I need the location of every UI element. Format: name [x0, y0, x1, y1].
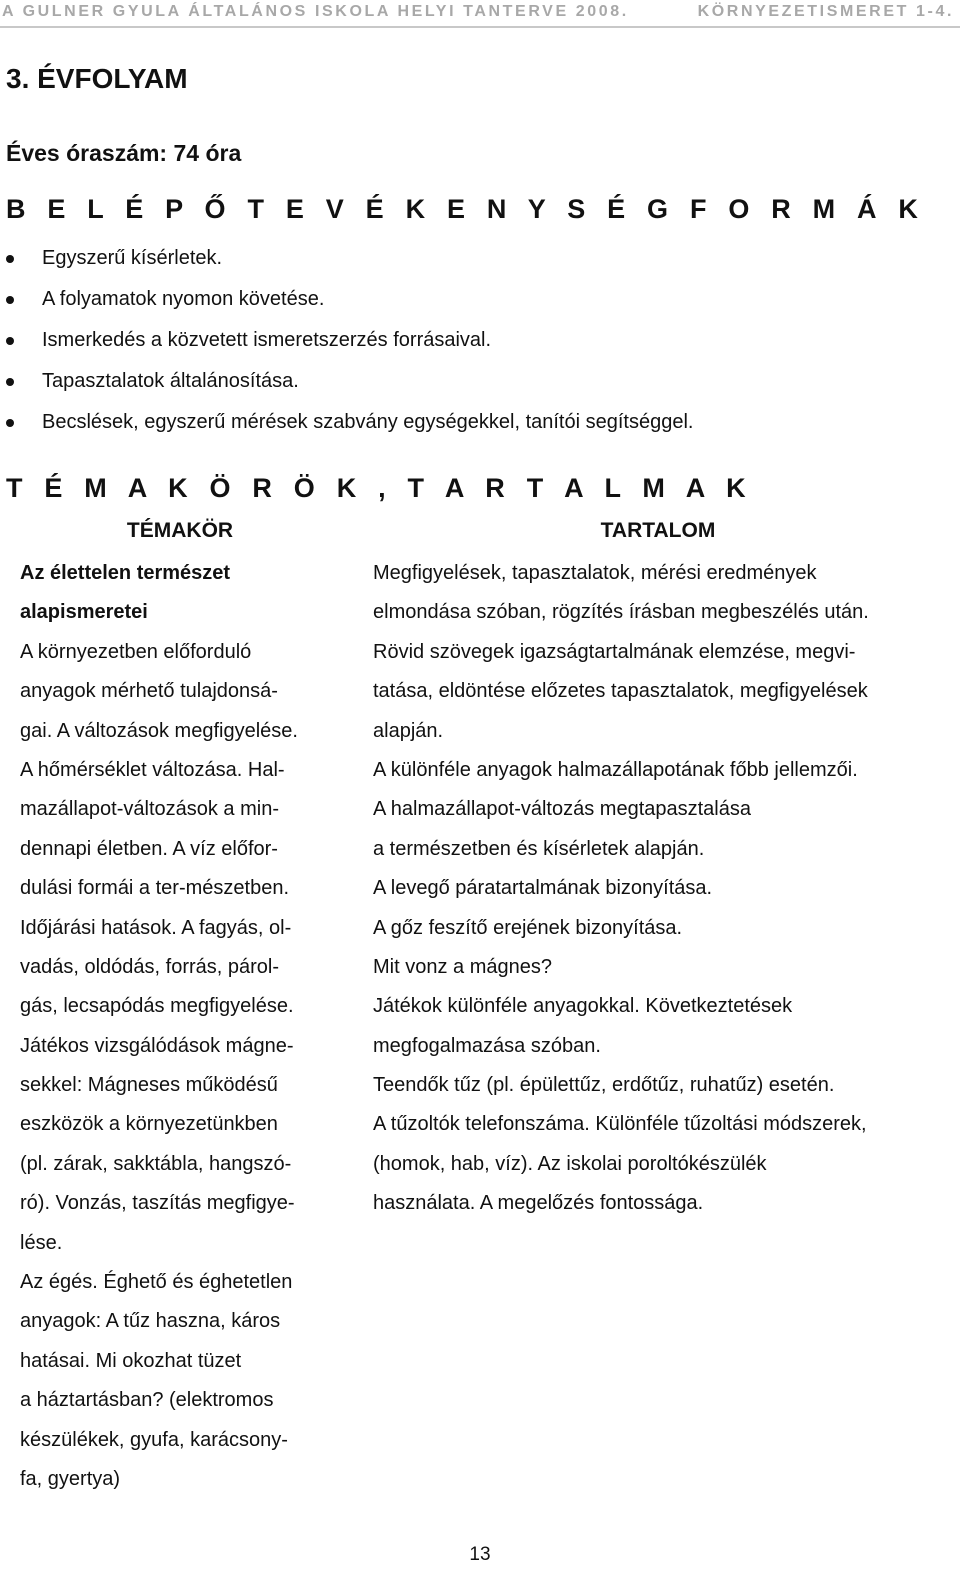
topic-line: hatásai. Mi okozhat tüzet: [20, 1349, 242, 1372]
topic-line: alapismeretei: [20, 601, 148, 624]
entry-activities-heading: B E L É P Ő T E V É K E N Y S É G F O R M Á K: [6, 194, 926, 224]
bullet-icon: [6, 378, 14, 386]
topic-line: készülékek, gyufa, karácsony-: [20, 1428, 288, 1451]
topic-column: [20, 558, 350, 1503]
topic-line: dulási formái a ter-mészetben.: [20, 877, 290, 900]
topic-line: Játékos vizsgálódások mágne-: [20, 1034, 294, 1057]
list-item-text: A folyamatok nyomon követése.: [42, 288, 325, 310]
list-item: [0, 244, 693, 285]
content-line: használata. A megelőzés fontossága.: [373, 1192, 704, 1215]
topic-line: A környezetben előforduló: [20, 640, 252, 663]
topic-line: sekkel: Mágneses működésű: [20, 1074, 278, 1097]
topics-heading: T É M A K Ö R Ö K , T A R T A L M A K: [6, 473, 753, 503]
topic-line: (pl. zárak, sakktábla, hangszó-: [20, 1152, 292, 1175]
content-line: Teendők tűz (pl. épülettűz, erdőtűz, ruhatűz) esetén.: [373, 1074, 835, 1097]
content-line: Rövid szövegek igazságtartalmának elemzése, megvi-: [373, 640, 856, 663]
topic-column-header: TÉMAKÖR: [126, 519, 234, 542]
annual-hours: Éves óraszám: 74 óra: [6, 140, 242, 166]
content-line: elmondása szóban, rögzítés írásban megbeszélés után.: [373, 601, 869, 624]
content-column: [373, 558, 953, 1228]
topic-line: mazállapot-változások a min-: [20, 798, 279, 821]
bullet-icon: [6, 255, 14, 263]
list-item-text: Ismerkedés a közvetett ismeretszerzés forrásaival.: [42, 329, 492, 351]
entry-activities-list: [0, 244, 693, 449]
bullet-icon: [6, 419, 14, 427]
content-line: Játékok különféle anyagokkal. Következtetések: [373, 995, 793, 1018]
content-line: tatása, eldöntése előzetes tapasztalatok, megfigyelések: [373, 680, 868, 703]
bullet-icon: [6, 337, 14, 345]
content-line: a természetben és kísérletek alapján.: [373, 837, 705, 860]
topic-line: fa, gyertya): [20, 1467, 121, 1490]
content-line: A gőz feszítő erejének bizonyítása.: [373, 916, 683, 939]
content-line: (homok, hab, víz). Az iskolai poroltókészülék: [373, 1152, 767, 1175]
topic-line: A hőmérséklet változása. Hal-: [20, 758, 285, 781]
topic-line: vadás, oldódás, forrás, párol-: [20, 955, 280, 978]
list-item-text: Tapasztalatok általánosítása.: [42, 370, 299, 392]
content-line: A levegő páratartalmának bizonyítása.: [373, 877, 713, 900]
content-line: A halmazállapot-változás megtapasztalása: [373, 798, 751, 821]
topic-line: gás, lecsapódás megfigyelése.: [20, 995, 294, 1018]
content-column-header: TARTALOM: [600, 519, 716, 542]
content-line: megfogalmazása szóban.: [373, 1034, 601, 1057]
content-line: Megfigyelések, tapasztalatok, mérési eredmények: [373, 562, 817, 584]
grade-title: 3. ÉVFOLYAM: [6, 63, 188, 94]
list-item-text: Becslések, egyszerű mérések szabvány egységekkel, tanítói segítséggel.: [42, 411, 694, 433]
topic-line: Az élettelen természet: [20, 562, 231, 584]
content-line: alapján.: [373, 719, 444, 742]
list-item: [0, 408, 693, 449]
topic-line: anyagok: A tűz haszna, káros: [20, 1310, 281, 1333]
topic-line: lése.: [20, 1231, 63, 1254]
content-line: A tűzoltók telefonszáma. Különféle tűzoltási módszerek,: [373, 1113, 867, 1136]
header-school-title: A GULNER GYULA ÁLTALÁNOS ISKOLA HELYI TANTERVE 2008.: [2, 3, 629, 20]
topic-line: ró). Vonzás, taszítás megfigye-: [20, 1192, 295, 1215]
bullet-icon: [6, 296, 14, 304]
page-number: 13: [469, 1544, 491, 1565]
header-subject: KÖRNYEZETISMERET 1-4.: [697, 3, 954, 20]
topic-line: Időjárási hatások. A fagyás, ol-: [20, 916, 292, 939]
topic-line: anyagok mérhető tulajdonsá-: [20, 680, 278, 703]
header-divider: [0, 26, 960, 28]
topic-line: Az égés. Éghető és éghetetlen: [20, 1271, 293, 1294]
content-line: A különféle anyagok halmazállapotának főbb jellemzői.: [373, 758, 858, 781]
list-item: [0, 367, 693, 408]
topic-line: eszközök a környezetünkben: [20, 1113, 278, 1136]
topic-line: gai. A változások megfigyelése.: [20, 719, 298, 742]
topic-line: dennapi életben. A víz előfor-: [20, 837, 278, 860]
list-item-text: Egyszerű kísérletek.: [42, 247, 223, 269]
list-item: [0, 285, 693, 326]
running-header: [0, 0, 960, 24]
content-line: Mit vonz a mágnes?: [373, 955, 552, 978]
topic-line: a háztartásban? (elektromos: [20, 1389, 274, 1412]
list-item: [0, 326, 693, 367]
